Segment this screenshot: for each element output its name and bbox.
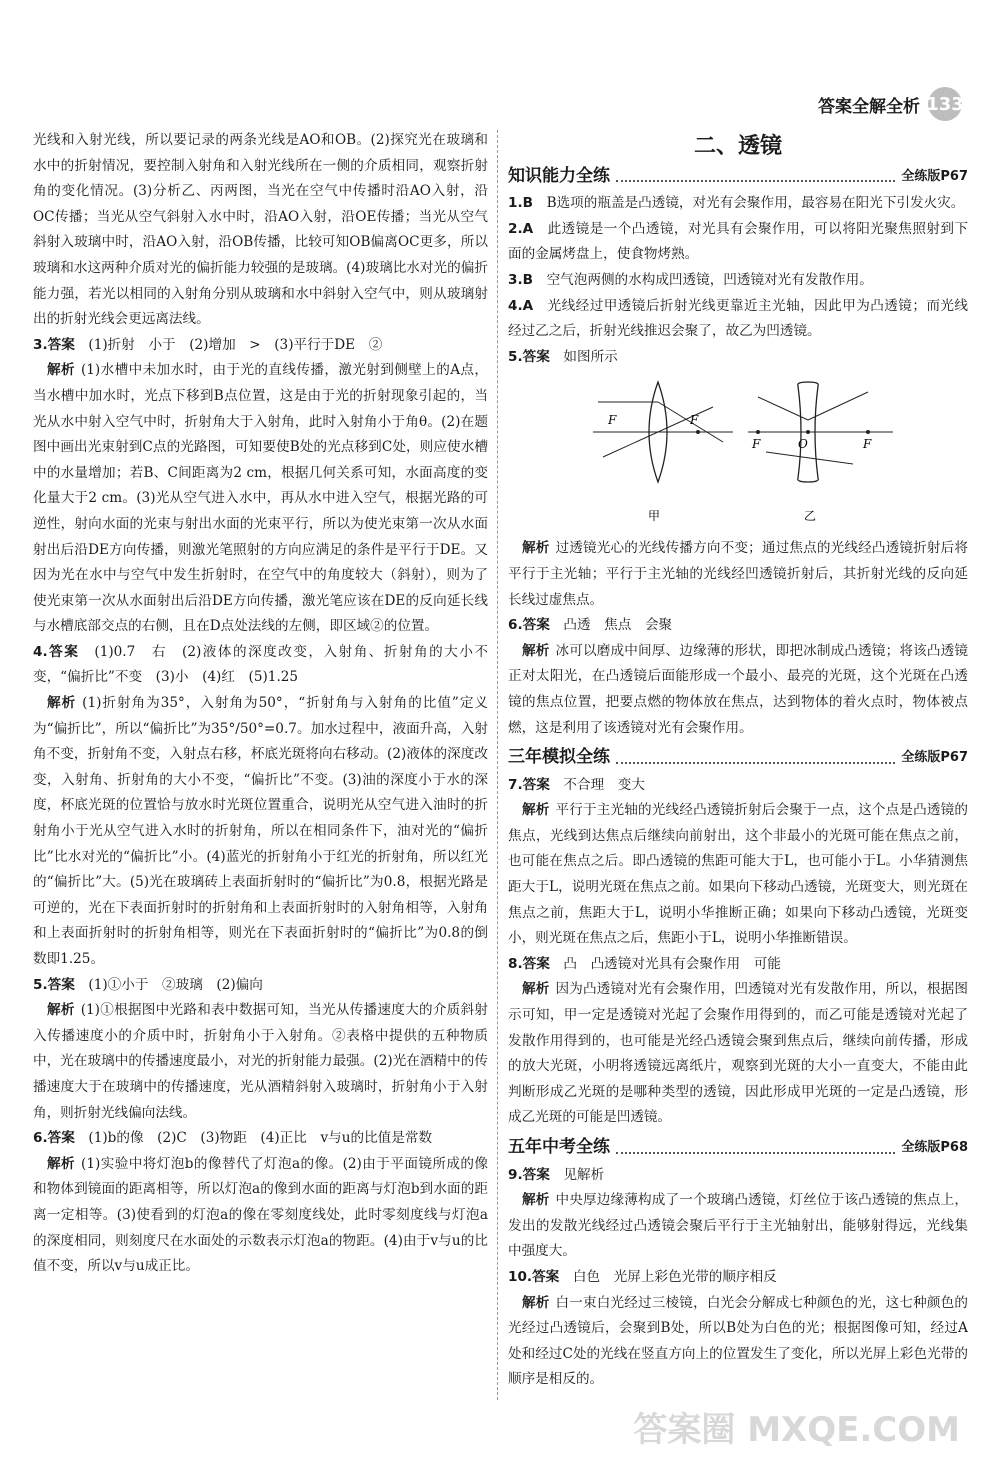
q4-analysis-text: (1)折射角为35°，入射角为50°，“折射角与入射角的比值”定义为“偏折比”，所以“偏折比”为35°/50°=0.7。加水过程中，液面升高，入射角不变，折射角不变，入射点右移，杯底光斑将向右移动。(2)液体的深度改变，入射角、折射角的大小不变，“偏折比”不变。(3)油的深度小于水的深度，杯底光斑的位置恰与放水时光斑位置重合，说明光从空气进入油时的折射角小于光从空气进入水时的折射角，所以在相同条件下，油对光的“偏折比”比水对光的“偏折比”小。(4)蓝光的折射角小于红光的折射角，所以红光的“偏折比”大。(5)光在玻璃砖上表面折射时的“偏折比”为0.8，根据光路是可逆的，光在下表面折射时的折射角和上表面折射时的入射角相等，入射角和上表面折射时的折射角相等，则光在下表面折射时的“偏折比”为0.8的倒数即1.25。 bbox=[33, 695, 489, 967]
page-number: 133 bbox=[928, 87, 962, 121]
q9-answer-text: 见解析 bbox=[563, 1166, 605, 1183]
q3-analysis-text: (1)水槽中未加水时，由于光的直线传播，激光射到侧壁上的A点，当水槽中加水时，光点下移到B点位置，这是由于光的折射现象引起的，当光从水中射入空气中时，折射角大于入射角，此时入射角小于角θ。(2)在题图中画出光束射到C点的光路图，可知要使B处的光点移到C处，则应使水槽中的水量增加；若B、C间距离为2 cm，根据几何关系可知，水面高度的变化量大于2 cm。(3)光从空气进入水中，再从水中进入空气，根据光路的可逆性，射向水面的光束与射出水面的光束平行，所以为使光束第一次从水面射出后沿DE方向传播，则激光笔照射的方向应满足的条件是平行于DE。又因为光在水中与空气中发生折射时，在空气中的角度较大（斜射），则为了使光束第一次从水面射出后沿DE方向传播，激光笔应该在DE的反向延长线与水槽底部交点的右侧，且在D点处法线的左侧，即区域②的位置。 bbox=[33, 362, 488, 635]
q9-analysis-text: 中央厚边缘薄构成了一个玻璃凸透镜，灯丝位于该凸透镜的焦点上，发出的发散光线经过凸透镜会聚后平行于主光轴射出，能够射得远，光线集中强度大。 bbox=[508, 1192, 969, 1260]
band-page-ref: 全练版P67 bbox=[901, 750, 968, 766]
q9-analysis bbox=[508, 1188, 968, 1265]
q7-answer bbox=[508, 773, 968, 799]
right-column bbox=[508, 128, 968, 1393]
center-label: O bbox=[798, 437, 808, 452]
band-title: 五年中考全练 bbox=[508, 1137, 610, 1157]
q6r-analysis-text: 冰可以磨成中间厚、边缘薄的形状，即把冰制成凸透镜；将该凸透镜正对太阳光，在凸透镜后面能形成一个最小、最亮的光斑，这个光斑在凸透镜的焦点位置，把要点燃的物体放在焦点，达到物体的着火点时，物体被点燃，这是利用了该透镜对光有会聚作用。 bbox=[508, 642, 969, 736]
concave-lens-diagram bbox=[748, 382, 893, 523]
q8-answer-label: 8.答案 bbox=[508, 955, 550, 972]
section-band-knowledge bbox=[508, 164, 968, 190]
focus-point-yi-right bbox=[866, 430, 870, 434]
q5-answer-label: 5.答案 bbox=[33, 976, 75, 993]
q5-answer bbox=[33, 973, 488, 999]
q6r-answer-label: 6.答案 bbox=[508, 617, 550, 634]
q7-analysis-text: 平行于主光轴的光线经凸透镜折射后会聚于一点，这个点是凸透镜的焦点，光线到达焦点后继续向前射出，这个非最小的光斑可能在焦点之前，也可能在焦点之后。即凸透镜的焦距可能大于L，也可能小于L。小华猜测焦距大于L，说明光斑在焦点之前。如果向下移动凸透镜，光斑变大，则光斑在焦点之前，焦距大于L，说明小华推断正确；如果向下移动凸透镜，光斑变小，则光斑在焦点之后，焦距小于L，说明小华推断错误。 bbox=[508, 802, 969, 947]
page-header bbox=[818, 88, 962, 120]
focus-label-yi-right: F bbox=[863, 437, 872, 452]
q5-analysis-label: 解析 bbox=[47, 1002, 75, 1019]
q8-analysis-label: 解析 bbox=[522, 981, 550, 998]
band-page-ref: 全练版P68 bbox=[901, 1140, 968, 1155]
q10-answer bbox=[508, 1265, 968, 1291]
q8-analysis-text: 因为凸透镜对光有会聚作用，凹透镜对光有发散作用，所以，根据图示可知，甲一定是透镜对光起了会聚作用得到的，而乙可能是透镜对光起了发散作用得到的，也可能是光经凸透镜会聚到焦点后，继续向前传播，形成的放大光斑，小明将透镜远离纸片，观察到光斑的大小一直变大，不能由此判断形成乙光斑的是哪种类型的透镜，因此形成甲光斑的一定是凸透镜，形成乙光斑的可能是凹透镜。 bbox=[508, 981, 969, 1126]
q3-answer bbox=[33, 333, 488, 359]
q6-answer-text: (1)b的像 (2)C (3)物距 (4)正比 v与u的比值是常数 bbox=[88, 1130, 433, 1147]
header-title: 答案全解全析 bbox=[818, 96, 920, 117]
figure-label-yi: 乙 bbox=[804, 509, 817, 524]
q10-analysis-text: 白一束白光经过三棱镜，白光会分解成七种颜色的光，这七种颜色的光经过凸透镜后，会聚到B处，所以B处为白色的光；根据图像可知，经过A处和经过C处的光线在竖直方向上的位置发生了变化，所以光屏上彩色光带的顺序是相反的。 bbox=[508, 1294, 969, 1388]
q3-analysis-label: 解析 bbox=[47, 362, 75, 379]
q7-answer-text: 不合理 变大 bbox=[563, 776, 645, 793]
lens-figure bbox=[508, 372, 968, 532]
q5r-analysis bbox=[508, 536, 968, 613]
q9-analysis-label: 解析 bbox=[522, 1192, 550, 1209]
q3-answer-label: 3.答案 bbox=[33, 336, 75, 353]
q3-answer-text: (1)折射 小于 (2)增加 > (3)平行于DE ② bbox=[88, 336, 383, 353]
q7-analysis bbox=[508, 798, 968, 952]
band-title: 知识能力全练 bbox=[508, 165, 610, 186]
convex-lens-diagram bbox=[593, 382, 733, 523]
q1-text: B选项的瓶盖是凸透镜，对光有会聚作用，最容易在阳光下引发火灾。 bbox=[546, 195, 965, 212]
ray-yi-2 bbox=[766, 452, 853, 464]
section-band-three-year bbox=[508, 745, 968, 771]
q4-analysis bbox=[33, 691, 488, 973]
q5r-analysis-label: 解析 bbox=[522, 540, 550, 557]
q9-answer bbox=[508, 1163, 968, 1189]
q5r-answer-text: 如图所示 bbox=[563, 348, 618, 365]
q7-answer-label: 7.答案 bbox=[508, 776, 550, 793]
q4-label: 4.A bbox=[508, 297, 534, 314]
q6-analysis bbox=[33, 1152, 488, 1280]
column-divider bbox=[497, 130, 498, 1400]
section-band-five-year bbox=[508, 1135, 968, 1161]
focus-label-jia: F bbox=[690, 413, 699, 428]
q1-item bbox=[508, 191, 968, 217]
q8-analysis bbox=[508, 977, 968, 1131]
intro-paragraph: 光线和入射光线，所以要记录的两条光线是AO和OB。(2)探究光在玻璃和水中的折射情况，要控制入射角和入射光线所在一侧的介质相同，观察折射角的变化情况。(3)分析乙、丙两图，当光在空气中传播时沿AO入射，沿OC传播；当光从空气斜射入水中时，沿AO入射，沿OE传播；当光从空气斜射入玻璃中时，沿AO入射，沿OB传播，比较可知OB偏离OC更多，所以玻璃和水这两种介质对光的偏折能力较强的是玻璃。(4)玻璃比水对光的偏折能力强，若光以相同的入射角分别从玻璃和水中斜射入空气中，则从玻璃射出的折射光线会更远离法线。 bbox=[33, 132, 488, 328]
q6-analysis-label: 解析 bbox=[47, 1155, 76, 1172]
optical-center bbox=[806, 430, 810, 434]
q7-analysis-label: 解析 bbox=[522, 802, 550, 819]
q3-analysis bbox=[33, 358, 488, 640]
figure-label-jia: 甲 bbox=[648, 509, 661, 524]
section-title: 二、透镜 bbox=[693, 134, 782, 159]
q6r-answer bbox=[508, 613, 968, 639]
q2-text: 此透镜是一个凸透镜，对光具有会聚作用，可以将阳光聚焦照射到下面的金属烤盘上，使食物烤熟。 bbox=[508, 220, 969, 263]
q4-item bbox=[508, 294, 968, 345]
q4-answer bbox=[33, 640, 488, 691]
q5r-answer-label: 5.答案 bbox=[508, 348, 550, 365]
q8-answer bbox=[508, 952, 968, 978]
q6r-analysis-label: 解析 bbox=[522, 642, 550, 659]
q3-text: 空气泡两侧的水构成凹透镜，凹透镜对光有发散作用。 bbox=[546, 271, 873, 288]
focus-label-jia-left: F bbox=[608, 413, 617, 428]
q9-answer-label: 9.答案 bbox=[508, 1166, 550, 1183]
q3-item bbox=[508, 268, 968, 294]
q4-analysis-label: 解析 bbox=[47, 695, 77, 712]
q6r-analysis bbox=[508, 639, 968, 741]
q10-answer-label: 10.答案 bbox=[508, 1268, 560, 1285]
band-dots bbox=[616, 170, 895, 182]
q2-item bbox=[508, 217, 968, 268]
q6-answer-label: 6.答案 bbox=[33, 1130, 75, 1147]
q6-answer bbox=[33, 1126, 488, 1152]
focus-point-jia bbox=[696, 430, 700, 434]
lens-diagram bbox=[508, 372, 968, 532]
focus-label-yi-left: F bbox=[752, 437, 761, 452]
left-column bbox=[33, 128, 488, 1280]
q5-analysis-text: (1)①根据图中光路和表中数据可知，当光从传播速度大的介质斜射入传播速度小的介质中时，折射角小于入射角。②表格中提供的五种物质中，光在玻璃中的传播速度最小，对光的折射能力最强。(2)光在酒精中的传播速度大于在玻璃中的传播速度，光从酒精斜射入玻璃时，折射角小于入射角，则折射光线偏向法线。 bbox=[33, 1002, 488, 1121]
q5r-analysis-text: 过透镜光心的光线传播方向不变；通过焦点的光线经凸透镜折射后将平行于主光轴；平行于主光轴的光线经凹透镜折射后，其折射光线的反向延长线过虚焦点。 bbox=[508, 540, 969, 608]
q2-label: 2.A bbox=[508, 220, 534, 237]
q4-answer-text: (1)0.7 右 (2)液体的深度改变，入射角、折射角的大小不变，“偏折比”不变 (3)小 (4)红 (5)1.25 bbox=[33, 643, 489, 686]
q3-label: 3.B bbox=[508, 271, 533, 288]
q10-answer-text: 白色 光屏上彩色光带的顺序相反 bbox=[572, 1268, 777, 1285]
q5-analysis bbox=[33, 998, 488, 1126]
focus-point-yi-left bbox=[756, 430, 760, 434]
q6r-answer-text: 凸透 焦点 会聚 bbox=[563, 617, 673, 634]
q10-analysis-label: 解析 bbox=[522, 1294, 550, 1311]
band-dots bbox=[616, 1142, 895, 1154]
band-title: 三年模拟全练 bbox=[508, 747, 610, 768]
q4-text: 光线经过甲透镜后折射光线更靠近主光轴，因此甲为凸透镜；而光线经过乙之后，折射光线推迟会聚了，故乙为凹透镜。 bbox=[508, 297, 969, 340]
q5r-answer bbox=[508, 345, 968, 371]
q4-answer-label: 4.答案 bbox=[33, 643, 80, 660]
q1-label: 1.B bbox=[508, 195, 533, 212]
band-dots bbox=[616, 752, 895, 764]
band-page-ref: 全练版P67 bbox=[901, 168, 968, 184]
watermark-logo: 答案圈 MXQE.COM bbox=[633, 1410, 960, 1450]
q5-answer-text: (1)①小于 ②玻璃 (2)偏向 bbox=[88, 976, 263, 993]
q6-analysis-text: (1)实验中将灯泡b的像替代了灯泡a的像。(2)由于平面镜所成的像和物体到镜面的距离相等，所以灯泡a的像到水面的距离与灯泡b到水面的距离一定相等。(3)使看到的灯泡a的像在零刻度线处，此时零刻度线与灯泡a的深度相同，则刻度尺在水面处的示数表示灯泡a的物距。(4)由于v与u的比值不变，所以v与u成正比。 bbox=[33, 1155, 488, 1275]
q8-answer-text: 凸 凸透镜对光具有会聚作用 可能 bbox=[563, 955, 781, 972]
q10-analysis bbox=[508, 1291, 968, 1393]
